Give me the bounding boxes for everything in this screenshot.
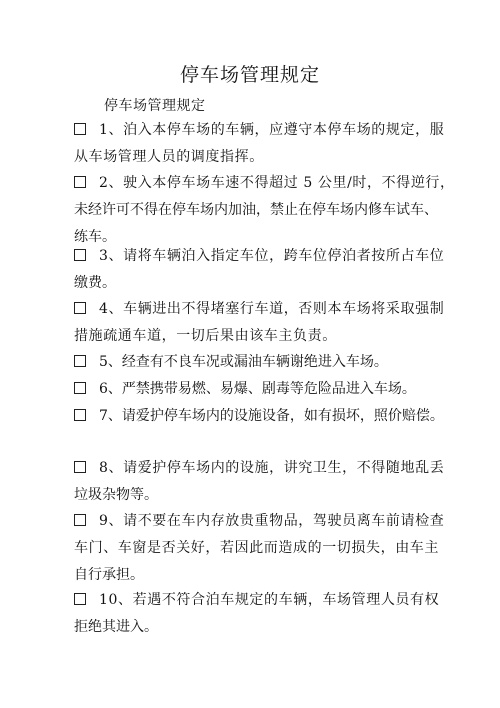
- document-subtitle: 停车场管理规定: [104, 98, 206, 114]
- rule-item-8: [74, 455, 445, 509]
- document-title: 停车场管理规定: [179, 64, 320, 86]
- rule-text: 车门、车窗是否关好，若因此而造成的一切损失，由车主: [74, 540, 439, 556]
- rule-text: 从车场管理人员的调度指挥。: [74, 149, 264, 165]
- checkbox-icon[interactable]: [74, 249, 86, 261]
- checkbox-icon[interactable]: [74, 461, 86, 473]
- checkbox-icon[interactable]: [74, 409, 86, 421]
- rule-text: 4、车辆进出不得堵塞行车道，否则本车场将采取强制: [99, 301, 445, 317]
- rule-text: 7、请爱护停车场内的设施设备，如有损坏，照价赔偿。: [99, 408, 444, 424]
- rule-item-3: [74, 243, 445, 297]
- checkbox-icon[interactable]: [74, 302, 86, 314]
- checkbox-icon[interactable]: [74, 123, 86, 135]
- rule-item-6: [74, 376, 436, 403]
- rule-text: 1、泊入本停车场的车辆，应遵守本停车场的规定，服: [99, 122, 445, 138]
- checkbox-icon[interactable]: [74, 382, 86, 394]
- rule-item-5: [74, 349, 436, 376]
- rule-text: 9、请不要在车内存放贵重物品，驾驶员离车前请检查: [99, 513, 445, 529]
- rule-text: 8、请爱护停车场内的设施，讲究卫生，不得随地乱丢: [99, 460, 445, 476]
- rule-text: 自行承担。: [74, 567, 144, 583]
- rule-text: 10、若遇不符合泊车规定的车辆，车场管理人员有权: [99, 592, 440, 608]
- rule-item-10: [74, 587, 440, 641]
- rule-text: 垃圾杂物等。: [74, 487, 158, 503]
- checkbox-icon[interactable]: [74, 355, 86, 367]
- checkbox-icon[interactable]: [74, 176, 86, 188]
- rule-text: 2、驶入本停车场车速不得超过 5 公里/时，不得逆行，: [99, 175, 455, 191]
- rule-item-2: [74, 170, 455, 251]
- rule-text: 缴费。: [74, 275, 116, 291]
- rule-text: 拒绝其进入。: [74, 619, 158, 635]
- rule-text: 练车。: [74, 229, 116, 245]
- checkbox-icon[interactable]: [74, 514, 86, 526]
- rule-item-1: [74, 117, 445, 171]
- rule-text: 3、请将车辆泊入指定车位，跨车位停泊者按所占车位: [99, 248, 445, 264]
- rule-text: 措施疏通车道，一切后果由该车主负责。: [74, 328, 337, 344]
- rule-text: 6、严禁携带易燃、易爆、剧毒等危险品进入车场。: [99, 381, 416, 397]
- rule-item-9: [74, 508, 445, 589]
- rule-item-7: [74, 403, 444, 430]
- checkbox-icon[interactable]: [74, 593, 86, 605]
- rule-item-4: [74, 296, 445, 350]
- rule-text: 5、经查有不良车况或漏油车辆谢绝进入车场。: [99, 354, 388, 370]
- rule-text: 未经许可不得在停车场内加油，禁止在停车场内修车试车、: [74, 202, 438, 218]
